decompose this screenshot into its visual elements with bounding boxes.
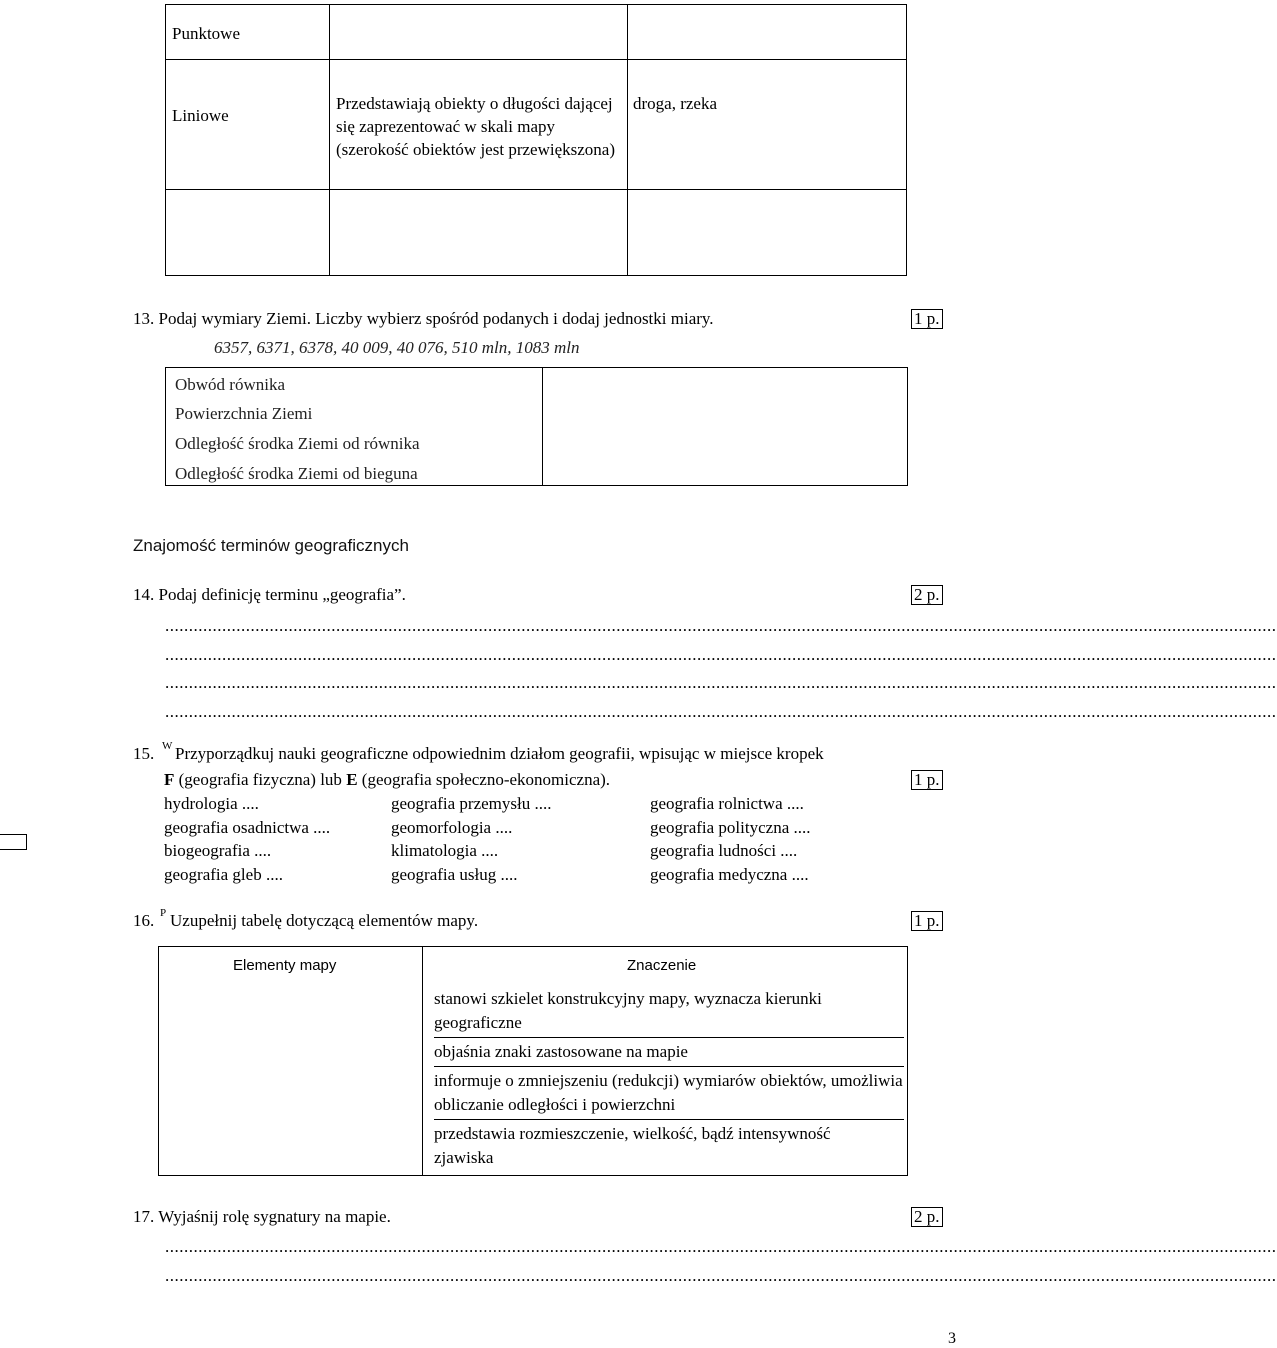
map-symbols-table [165, 4, 907, 276]
cell-examples-liniowe: droga, rzeka [633, 94, 718, 113]
question-15-text: Przyporządkuj nauki geograficzne odpowiednim działom geografii, wpisując w miejsce kropek [175, 744, 824, 763]
section-title: Znajomość terminów geograficznych [133, 536, 409, 555]
earth-dimensions-table [165, 367, 908, 486]
meaning-2: objaśnia znaki zastosowane na mapie [434, 1042, 688, 1061]
map-elements-table [158, 946, 908, 1176]
question-17-text: 17. Wyjaśnij rolę sygnatury na mapie. [133, 1207, 391, 1226]
row-obwod-rownika: Obwód równika [175, 375, 286, 394]
meaning-3: informuje o zmniejszeniu (redukcji) wymiarów obiektów, umożliwia obliczanie odległości i powierzchni [434, 1071, 903, 1114]
question-13-text: 13. Podaj wymiary Ziemi. Liczby wybierz spośród podanych i dodaj jednostki miary. [133, 309, 714, 328]
margin-score-box[interactable] [0, 834, 27, 850]
question-15-instruction: F (geografia fizyczna) lub E (geografia społeczno-ekonomiczna). [164, 770, 611, 789]
cell-type-punktowe: Punktowe [172, 24, 240, 43]
header-elementy-mapy: Elementy mapy [233, 957, 337, 974]
answer-line-17-1[interactable]: .......................................................................................................................................................................................................................................... [165, 1237, 1277, 1256]
question-14-points: 2 p. [911, 585, 943, 605]
science-item: klimatologia .... [391, 841, 499, 860]
meaning-4: przedstawia rozmieszczenie, wielkość, bądź intensywność zjawiska [434, 1124, 831, 1167]
question-15-number: 15. [133, 744, 155, 763]
row-powierzchnia-ziemi: Powierzchnia Ziemi [175, 404, 313, 423]
row-odleglosc-od-rownika: Odległość środka Ziemi od równika [175, 434, 420, 453]
header-znaczenie: Znaczenie [627, 957, 697, 974]
page-number: 3 [948, 1330, 956, 1347]
answer-line-17-2[interactable]: .......................................................................................................................................................................................................................................... [165, 1266, 1277, 1285]
science-item: geografia przemysłu .... [391, 794, 552, 813]
question-16-text: Uzupełnij tabelę dotyczącą elementów mapy. [170, 911, 479, 930]
science-item: geomorfologia .... [391, 817, 513, 837]
question-15-marker: W [162, 740, 173, 752]
question-15-points: 1 p. [911, 770, 943, 790]
question-13-numbers: 6357, 6371, 6378, 40 009, 40 076, 510 mln, 1083 mln [214, 338, 580, 357]
cell-type-liniowe: Liniowe [172, 106, 229, 125]
question-14-text: 14. Podaj definicję terminu „geografia”. [133, 585, 406, 604]
answer-line-14-4[interactable]: .......................................................................................................................................................................................................................................... [165, 702, 1277, 721]
question-16-marker: P [160, 907, 167, 919]
meaning-1: stanowi szkielet konstrukcyjny mapy, wyznacza kierunki geograficzne [434, 989, 822, 1032]
question-13-points: 1 p. [911, 309, 943, 329]
answer-line-14-3[interactable]: .......................................................................................................................................................................................................................................... [165, 673, 1277, 692]
science-item: geografia rolnictwa .... [650, 794, 804, 813]
row-odleglosc-od-bieguna: Odległość środka Ziemi od bieguna [175, 464, 418, 483]
answer-line-14-2[interactable]: .......................................................................................................................................................................................................................................... [165, 645, 1277, 664]
science-item: geografia usług .... [391, 864, 518, 884]
geography-sciences-list [164, 794, 884, 888]
question-16-number: 16. [133, 911, 155, 930]
answer-line-14-1[interactable]: .......................................................................................................................................................................................................................................... [165, 616, 1277, 635]
science-item: geografia medyczna .... [650, 864, 809, 884]
science-item: geografia osadnictwa .... [164, 817, 331, 837]
question-17-points: 2 p. [911, 1207, 943, 1227]
science-item: hydrologia .... [164, 794, 259, 813]
question-16-points: 1 p. [911, 911, 943, 931]
cell-description-liniowe: Przedstawiają obiekty o długości dającej się zaprezentować w skali mapy (szerokość obiektów jest przewiększona) [336, 94, 615, 159]
science-item: geografia polityczna .... [650, 817, 811, 837]
science-item: biogeografia .... [164, 841, 272, 860]
science-item: geografia ludności .... [650, 841, 798, 860]
science-item: geografia gleb .... [164, 864, 283, 884]
